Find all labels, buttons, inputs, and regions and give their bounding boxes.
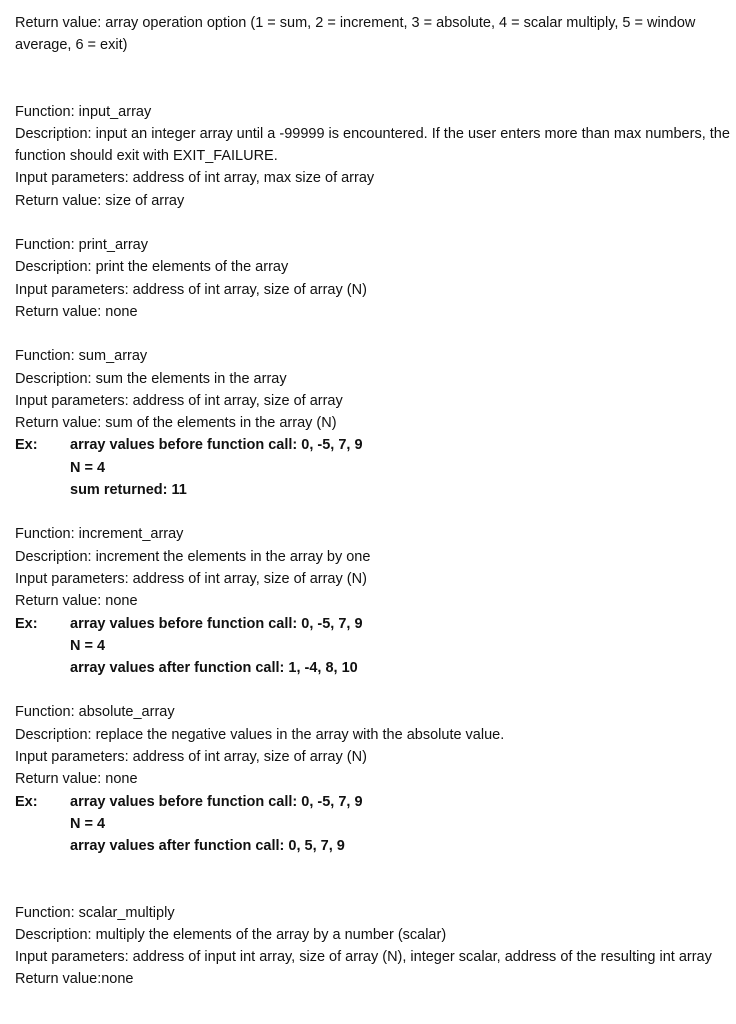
function-input-params: Input parameters: address of int array, size of array (N) — [15, 570, 367, 587]
function-return-value: Return value:none — [15, 971, 134, 988]
section-print-array — [15, 234, 730, 323]
function-input-params: Input parameters: address of int array, size of array (N) — [15, 281, 367, 298]
section-absolute-array — [15, 701, 730, 857]
function-input-params: Input parameters: address of int array, max size of array — [15, 170, 375, 187]
function-input-params: Input parameters: address of int array, size of array (N) — [15, 749, 367, 766]
example-block — [15, 434, 730, 501]
section-scalar-multiply — [15, 902, 730, 991]
function-description: Description: multiply the elements of the array by a number (scalar) — [15, 926, 447, 943]
function-input-params: Input parameters: address of input int array, size of array (N), integer scalar, address of the resulting int array — [15, 949, 712, 966]
intro-return-value: Return value: array operation option (1 = sum, 2 = increment, 3 = absolute, 4 = scalar multiply, 5 = window average, 6 = exit) — [15, 15, 696, 54]
example-before: array values before function call: 0, -5, 7, 9 — [70, 615, 363, 632]
example-block — [15, 791, 730, 858]
section-sum-array — [15, 345, 730, 501]
function-description: Description: print the elements of the array — [15, 259, 289, 276]
example-result: array values after function call: 0, 5, 7, 9 — [70, 838, 345, 855]
function-return-value: Return value: none — [15, 593, 138, 610]
example-block — [15, 613, 730, 680]
example-label: Ex: — [15, 793, 38, 810]
example-result: array values after function call: 1, -4, 8, 10 — [70, 660, 358, 677]
example-n: N = 4 — [70, 637, 106, 654]
function-return-value: Return value: none — [15, 771, 138, 788]
function-name: Function: scalar_multiply — [15, 904, 175, 921]
function-return-value: Return value: sum of the elements in the array (N) — [15, 415, 337, 432]
function-return-value: Return value: size of array — [15, 192, 185, 209]
example-n: N = 4 — [70, 459, 106, 476]
section-input-array — [15, 101, 730, 212]
function-return-value: Return value: none — [15, 303, 138, 320]
example-n: N = 4 — [70, 815, 106, 832]
function-name: Function: sum_array — [15, 348, 148, 365]
example-result: sum returned: 11 — [70, 482, 187, 499]
function-description: Description: sum the elements in the array — [15, 370, 287, 387]
function-description: Description: increment the elements in the array by one — [15, 548, 371, 565]
function-description: Description: replace the negative values in the array with the absolute value. — [15, 726, 505, 743]
example-label: Ex: — [15, 437, 38, 454]
function-name: Function: absolute_array — [15, 704, 175, 721]
document-page — [15, 12, 730, 991]
example-label: Ex: — [15, 615, 38, 632]
section-increment-array — [15, 523, 730, 679]
example-before: array values before function call: 0, -5, 7, 9 — [70, 793, 363, 810]
function-name: Function: increment_array — [15, 526, 184, 543]
function-description: Description: input an integer array until a -99999 is encountered. If the user enters more than max numbers, the function should exit with EXIT_FAILURE. — [15, 125, 730, 165]
function-name: Function: print_array — [15, 237, 148, 254]
function-name: Function: input_array — [15, 103, 152, 120]
function-input-params: Input parameters: address of int array, size of array — [15, 392, 343, 409]
example-before: array values before function call: 0, -5, 7, 9 — [70, 437, 363, 454]
